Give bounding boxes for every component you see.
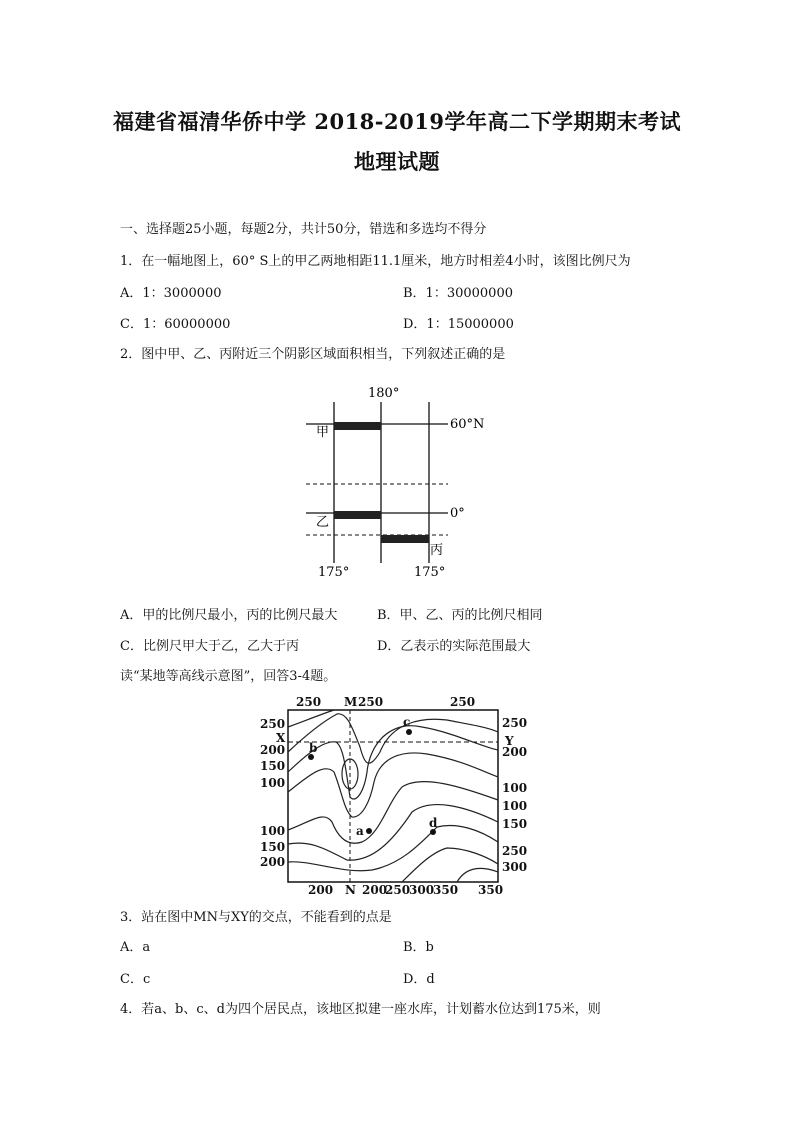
point-c-label: c <box>403 715 411 729</box>
question-4-stem: 4．若a、b、c、d为四个居民点，该地区拟建一座水库，计划蓄水位达到175米，则 <box>120 1002 601 1017</box>
left-label-200: 200 <box>260 743 286 757</box>
exam-title: 福建省福清华侨中学 2018-2019学年高二下学期期末考试 <box>113 109 681 134</box>
label-bing: 丙 <box>430 543 444 558</box>
bottom-label-200-left: 200 <box>308 883 334 897</box>
label-180: 180° <box>368 386 400 401</box>
left-label-150-b: 150 <box>260 840 286 854</box>
question-1-option-b: B．1：30000000 <box>403 286 513 301</box>
question-2-option-d: D．乙表示的实际范围最大 <box>377 639 531 654</box>
question-1-option-c: C．1：60000000 <box>120 317 231 332</box>
top-label-m: M <box>344 695 358 709</box>
point-a <box>366 828 372 834</box>
question-2-option-c: C．比例尺甲大于乙，乙大于丙 <box>120 639 299 654</box>
section-heading: 一、选择题25小题，每题2分，共计50分，错选和多选均不得分 <box>120 222 487 237</box>
question-2-option-a: A．甲的比例尺最小，丙的比例尺最大 <box>120 608 338 623</box>
graticule-figure <box>300 380 500 585</box>
top-label-250-mid: 250 <box>358 695 384 709</box>
right-label-200: 200 <box>502 745 528 759</box>
bottom-label-200: 200 <box>362 883 388 897</box>
label-yi: 乙 <box>316 515 330 530</box>
question-3-option-b: B．b <box>403 940 434 955</box>
bottom-label-n: N <box>345 883 356 897</box>
question-2-stem: 2．图中甲、乙、丙附近三个阴影区域面积相当，下列叙述正确的是 <box>120 347 506 362</box>
top-label-250-right: 250 <box>450 695 476 709</box>
bottom-label-350-right: 350 <box>478 883 504 897</box>
question-3-option-d: D．d <box>403 972 435 987</box>
shaded-area-jia <box>334 422 381 430</box>
bottom-label-250: 250 <box>385 883 411 897</box>
label-0: 0° <box>450 506 465 521</box>
left-label-250: 250 <box>260 717 286 731</box>
bottom-label-300: 300 <box>409 883 435 897</box>
question-3-option-a: A．a <box>120 940 151 955</box>
right-label-250: 250 <box>502 716 528 730</box>
left-label-100-a: 100 <box>260 776 286 790</box>
point-b-label: b <box>309 741 318 755</box>
label-60n: 60°N <box>450 417 485 432</box>
question-1-option-a: A．1：3000000 <box>120 286 222 301</box>
question-3-stem: 3．站在图中MN与XY的交点，不能看到的点是 <box>120 910 392 925</box>
point-a-label: a <box>356 824 364 838</box>
point-d-label: d <box>429 816 438 830</box>
right-label-300: 300 <box>502 860 528 874</box>
right-label-250-b: 250 <box>502 844 528 858</box>
right-label-y: Y <box>505 734 514 748</box>
shaded-area-yi <box>334 511 381 519</box>
exam-subtitle: 地理试题 <box>354 149 440 174</box>
label-jia: 甲 <box>316 425 330 440</box>
question-2-option-b: B．甲、乙、丙的比例尺相同 <box>377 608 543 623</box>
right-label-100-a: 100 <box>502 781 528 795</box>
question-1-stem: 1．在一幅地图上，60° S上的甲乙两地相距11.1厘米，地方时相差4小时，该图比例尺为 <box>120 254 631 269</box>
top-label-250-left: 250 <box>296 695 322 709</box>
question-3-option-c: C．c <box>120 972 151 987</box>
left-label-200-b: 200 <box>260 855 286 869</box>
question-1-option-d: D．1：15000000 <box>403 317 514 332</box>
bottom-label-350: 350 <box>433 883 459 897</box>
right-label-150: 150 <box>502 817 528 831</box>
reading-instruction: 读“某地等高线示意图”，回答3-4题。 <box>120 669 337 684</box>
shaded-area-bing <box>381 535 429 543</box>
left-label-x: X <box>276 731 286 745</box>
right-label-100-b: 100 <box>502 799 528 813</box>
contour-map-figure <box>252 692 542 897</box>
left-label-150: 150 <box>260 759 286 773</box>
label-175-left: 175° <box>318 565 350 580</box>
left-label-100-b: 100 <box>260 824 286 838</box>
point-c <box>406 729 412 735</box>
label-175-right: 175° <box>414 565 446 580</box>
